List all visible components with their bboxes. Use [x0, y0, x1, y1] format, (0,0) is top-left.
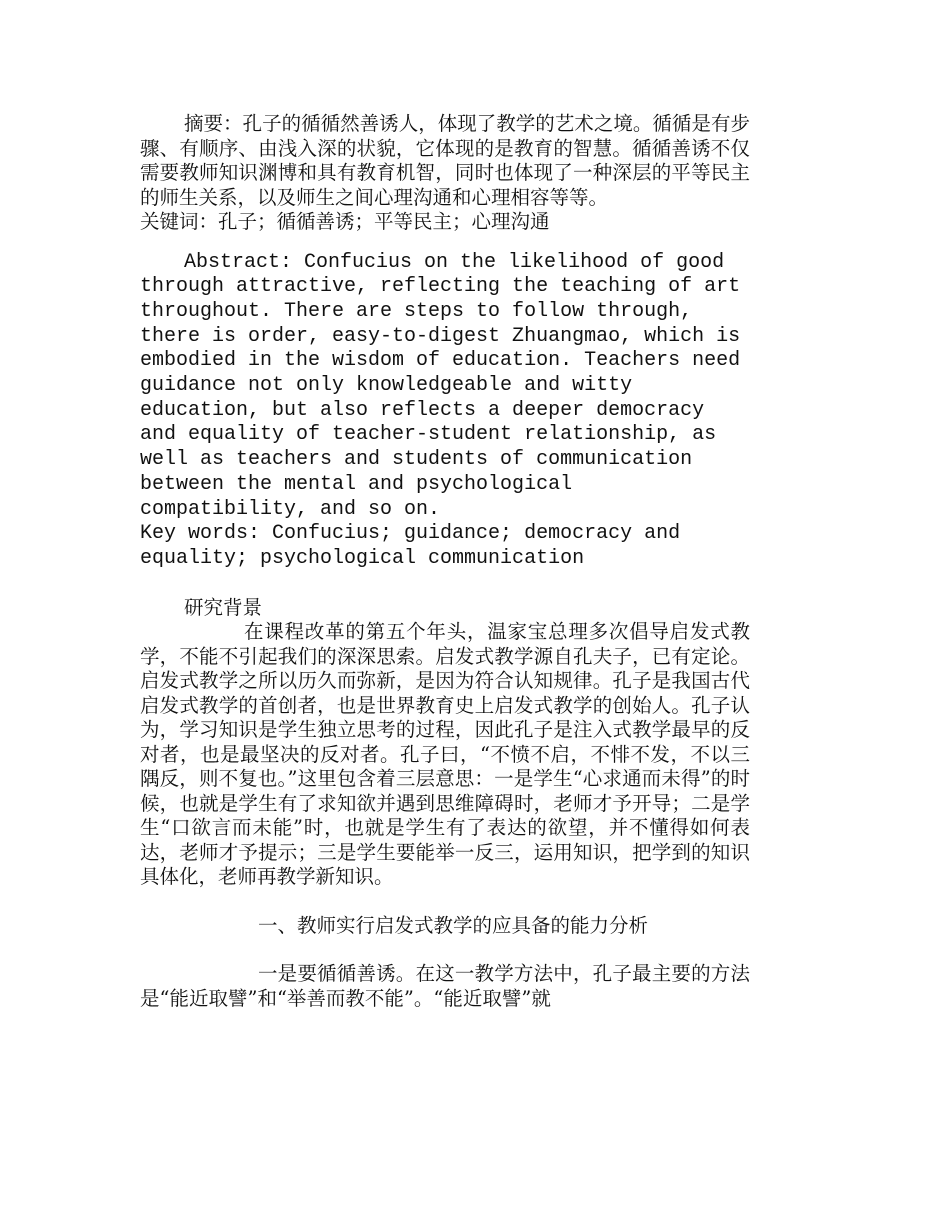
background-text: 在课程改革的第五个年头，温家宝总理多次倡导启发式教学，不能不引起我们的深深思索。启发式教学源自孔夫子，已有定论。启发式教学之所以历久而弥新，是因为符合认知规律。孔子是我国古代启发式教学的首创者，也是世界教育史上启发式教学的创始人。孔子认为，学习知识是学生独立思考的过程，因此孔子是注入式教学最早的反对者，也是最坚决的反对者。孔子曰，“不愤不启，不悱不发，不以三隅反，则不复也。”这里包含着三层意思：一是学生“心求通而未得”的时候，也就是学生有了求知欲并遇到思维障碍时，老师才予开导；二是学生“口欲言而未能”时，也就是学生有了表达的欲望，并不懂得如何表达，老师才予提示；三是学生要能举一反三，运用知识，把学到的知识具体化，老师再教学新知识。: [140, 620, 750, 889]
document-page: [140, 112, 753, 1011]
section1-title: 一、教师实行启发式教学的应具备的能力分析: [258, 913, 649, 937]
keywords-cn: 关键词：孔子；循循善诱；平等民主；心理沟通: [140, 210, 550, 233]
section1-text: 一是要循循善诱。在这一教学方法中，孔子最主要的方法是“能近取譬”和“举善而教不能”。“能近取譬”就: [140, 962, 750, 1010]
abstract-en: Abstract: Confucius on the likelihood of good through attractive, reflecting the teaching of art throughout. There are steps to follow through, there is order, easy-to-digest Zhuangmao, which is embodied in the wisdom of education. Teachers need guidance not only knowledgeable and witty education, but also reflects a deeper democracy and equality of teacher-student relationship, as well as teachers and students of communication between the mental and psychological compatibility, and so on.: [140, 250, 753, 521]
abstract-cn: 摘要：孔子的循循然善诱人，体现了教学的艺术之境。循循是有步骤、有顺序、由浅入深的状貌，它体现的是教育的智慧。循循善诱不仅需要教师知识渊博和具有教育机智，同时也体现了一种深层的平等民主的师生关系，以及师生之间心理沟通和心理相容等等。: [140, 112, 750, 209]
background-title: 研究背景: [184, 595, 263, 619]
keywords-en: Key words: Confucius; guidance; democracy and equality; psychological communication: [140, 522, 693, 570]
